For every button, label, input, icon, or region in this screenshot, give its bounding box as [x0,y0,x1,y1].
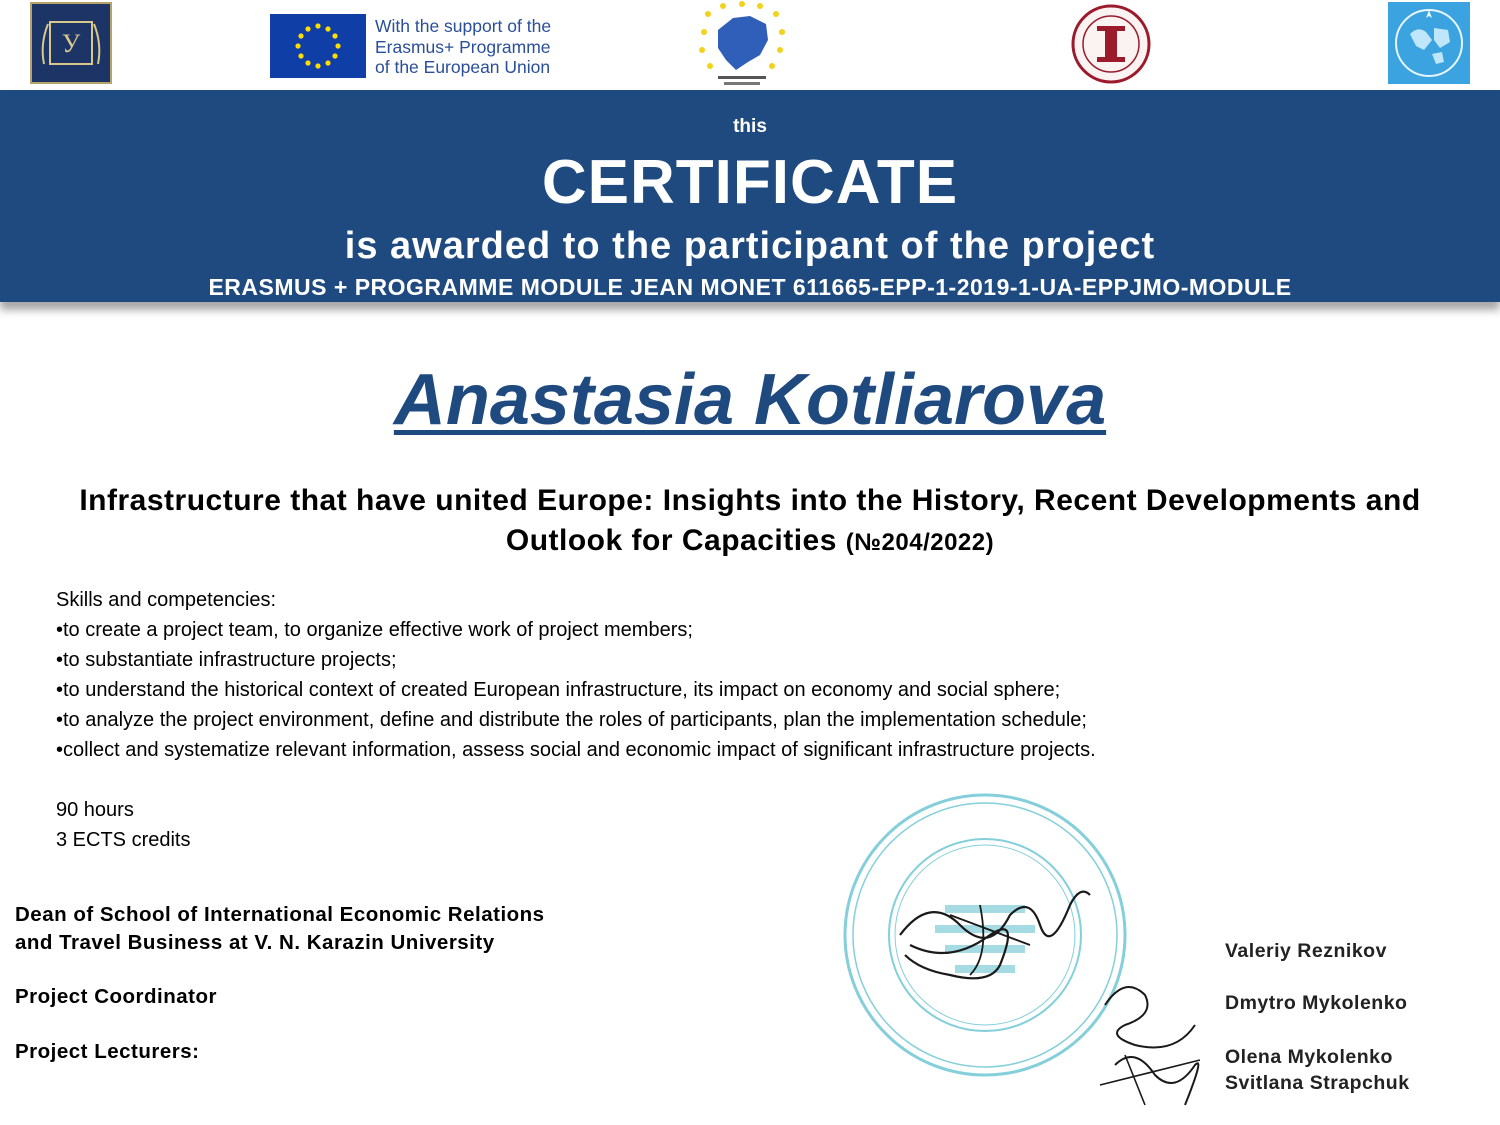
university-logo-icon [30,2,112,84]
ects-credits: 3 ECTS credits [56,829,191,851]
dean-title [15,901,545,957]
signature-icon [1085,965,1215,1115]
certificate-banner [0,90,1500,302]
eu-flag-icon [270,14,366,78]
skill-item: •to analyze the project environment, define and distribute the roles of participants, plan the implementation schedule; [56,709,1087,731]
course-number: (№204/2022) [845,529,995,556]
dean-title-line: Dean of School of International Economic Relations [15,903,545,926]
eu-support-line: With the support of the [375,16,552,36]
course-title-text: Infrastructure that have united Europe: Insights into the History, Recent Developments and Outlook for Capacities [79,484,1421,557]
banner-this: this [733,116,767,137]
europe-map-logo-icon [688,0,796,90]
skill-item: •collect and systematize relevant information, assess social and economic impact of significant infrastructure projects. [56,739,1096,761]
eu-support-text [375,16,551,78]
course-title [60,481,1440,563]
coordinator-name: Dmytro Mykolenko [1225,992,1408,1014]
dean-title-line: and Travel Business at V. N. Karazin University [15,931,495,954]
coordinator-label: Project Coordinator [15,985,217,1008]
lecturer-name: Svitlana Strapchuk [1225,1072,1410,1094]
skills-heading: Skills and competencies: [56,589,277,611]
programme-text: ERASMUS + PROGRAMME MODULE JEAN MONET 611665-EPP-1-2019-1-UA-EPPJMO-MODULE [208,274,1292,300]
skill-item: •to create a project team, to organize effective work of project members; [56,619,693,641]
awarded-text: is awarded to the participant of the project [344,225,1156,267]
skill-item: •to substantiate infrastructure projects; [56,649,397,671]
hours: 90 hours [56,799,134,821]
university-seal-icon [1071,4,1151,84]
skill-item: •to understand the historical context of created European infrastructure, its impact on economy and social sphere; [56,679,1061,701]
signature-icon [890,875,1100,995]
certificate-title: CERTIFICATE [541,148,959,217]
eu-support-line: Erasmus+ Programme [375,36,551,57]
svg-text:У: У [61,29,81,58]
dean-name: Valeriy Reznikov [1225,940,1387,962]
lecturer-name: Olena Mykolenko [1225,1046,1393,1068]
eu-support-line: of the European Union [375,57,551,77]
recipient-name: Anastasia Kotliarova [393,360,1107,440]
lecturers-label: Project Lecturers: [15,1040,200,1063]
globe-logo-icon [1388,2,1470,84]
